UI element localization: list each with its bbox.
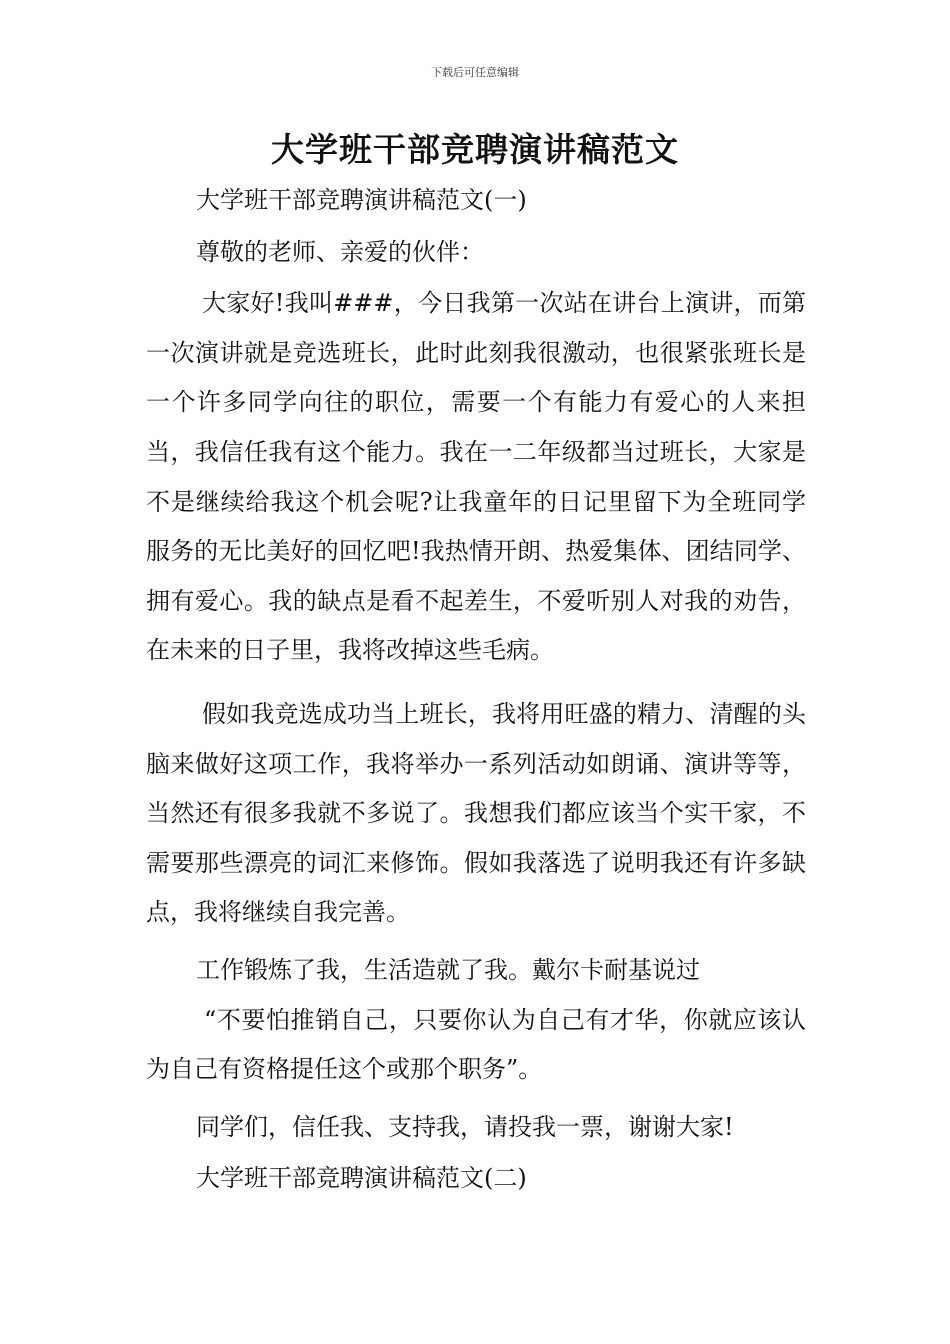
quote-paragraph: “不要怕推销自己，只要你认为自己有才华，你就应该认为自己有资格提任这个或那个职务”。 <box>146 1005 806 1084</box>
section-heading-2: 大学班干部竞聘演讲稿范文(二) <box>196 1164 527 1193</box>
document-body <box>146 176 806 1204</box>
closing-paragraph: 同学们，信任我、支持我，请投我一票，谢谢大家! <box>196 1112 734 1141</box>
section-heading-1: 大学班干部竞聘演讲稿范文(一) <box>196 186 527 214</box>
page-header-note: 下载后可任意编辑 <box>431 66 519 79</box>
body-paragraph-1: 大家好!我叫###，今日我第一次站在讲台上演讲，而第一次演讲就是竞选班长，此时此刻我很激动，也很紧张班长是一个许多同学向往的职位，需要一个有能力有爱心的人来担当，我信任我有这个能力。我在一二年级都当过班长，大家是不是继续给我这个机会呢?让我童年的日记里留下为全班同学服务的无比美好的回忆吧!我热情开朗、热爱集体、团结同学、拥有爱心。我的缺点是看不起差生，不爱听别人对我的劝告，在未来的日子里，我将改掉这些毛病。 <box>146 289 806 665</box>
body-paragraph-2: 假如我竞选成功当上班长，我将用旺盛的精力、清醒的头脑来做好这项工作，我将举办一系列活动如朗诵、演讲等等，当然还有很多我就不多说了。我想我们都应该当个实干家，不需要那些漂亮的词汇来修饰。假如我落选了说明我还有许多缺点，我将继续自我完善。 <box>146 699 806 927</box>
salutation: 尊敬的老师、亲爱的伙伴： <box>196 237 484 266</box>
document-title: 大学班干部竞聘演讲稿范文 <box>271 130 679 169</box>
body-paragraph-3: 工作锻炼了我，生活造就了我。戴尔卡耐基说过 <box>196 955 700 984</box>
